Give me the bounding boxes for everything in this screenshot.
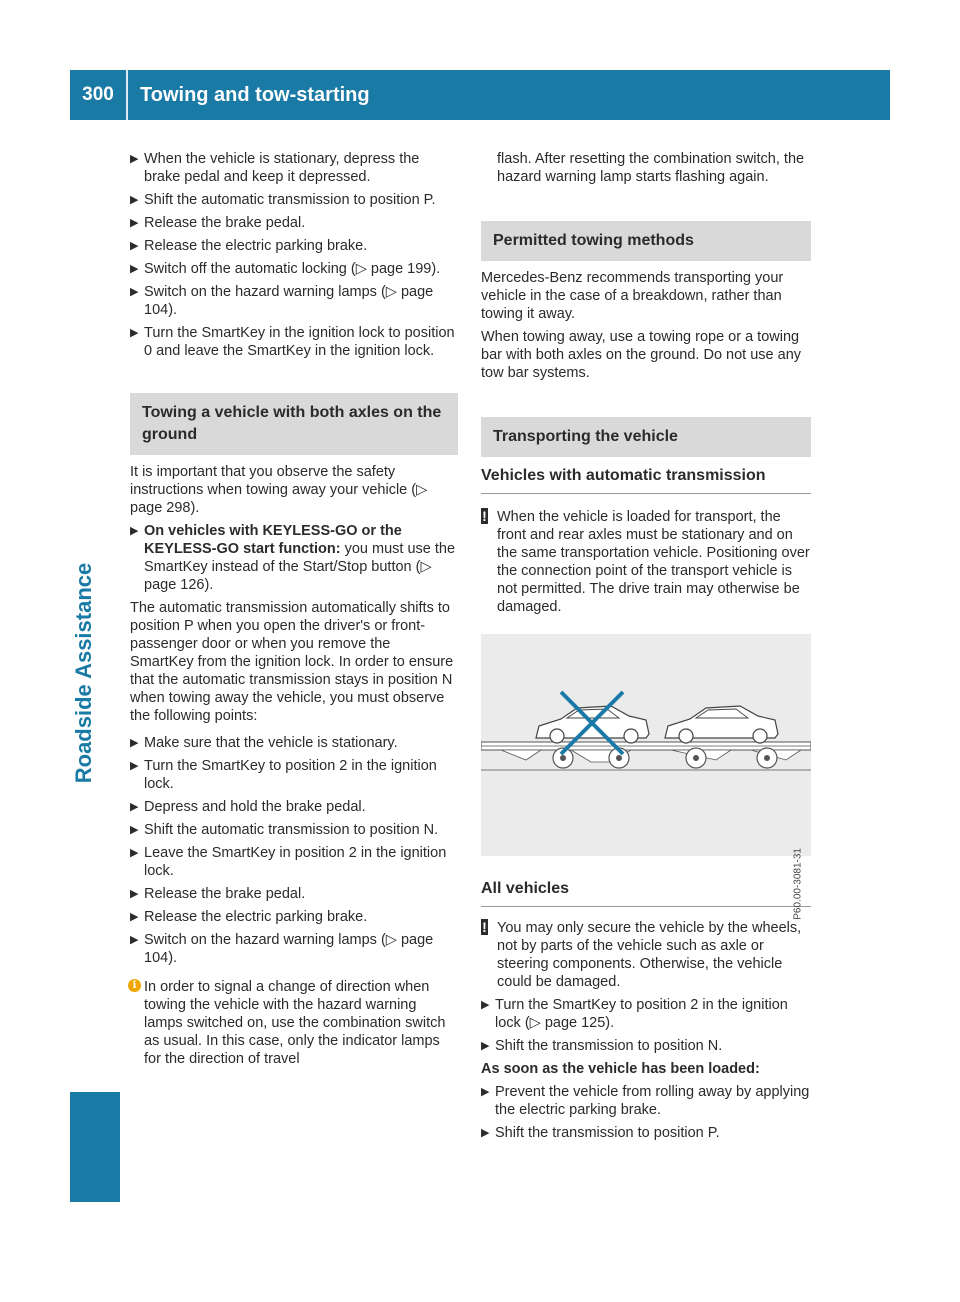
header-divider	[126, 70, 128, 120]
step-text: Release the electric parking brake.	[144, 909, 368, 925]
steps-list-d	[481, 1083, 811, 1142]
towing-intro: It is important that you observe the safety instructions when towing away your vehicle (▷ page 298).	[130, 464, 428, 516]
transport-truck-diagram	[481, 634, 811, 856]
right-column	[481, 150, 811, 1147]
arrow-icon: ▶	[481, 999, 490, 1011]
steps-list-a	[130, 150, 458, 360]
steps-list-c	[481, 996, 811, 1055]
step-text: Prevent the vehicle from rolling away by applying the electric parking brake.	[495, 1084, 810, 1118]
arrow-icon: ▶	[481, 1086, 490, 1098]
step-text: Release the brake pedal.	[144, 215, 306, 231]
step-text: Shift the automatic transmission to position N.	[144, 822, 439, 838]
section-heading-permitted: Permitted towing methods	[481, 221, 811, 261]
step-text: Release the electric parking brake.	[144, 238, 368, 254]
arrow-icon: ▶	[130, 525, 139, 537]
section-heading-towing: Towing a vehicle with both axles on the ground	[130, 393, 458, 455]
steps-list-b	[130, 734, 458, 967]
side-tab-marker	[70, 1092, 120, 1202]
arrow-icon: ▶	[481, 1040, 490, 1052]
illustration-code: P60.00-3081-31	[793, 848, 804, 920]
arrow-icon: ▶	[481, 1127, 490, 1139]
arrow-icon: ▶	[130, 934, 139, 946]
step-text: Shift the automatic transmission to position P.	[144, 192, 436, 208]
step-item	[130, 931, 458, 967]
step-text: Shift the transmission to position P.	[495, 1125, 720, 1141]
arrow-icon: ▶	[130, 824, 139, 836]
permitted-para-2: When towing away, use a towing rope or a towing bar with both axles on the ground. Do not use any tow bar systems.	[481, 329, 802, 381]
subheading-automatic: Vehicles with automatic transmission	[481, 465, 811, 494]
arrow-icon: ▶	[130, 263, 139, 275]
arrow-icon: ▶	[130, 327, 139, 339]
warning-secure-text: You may only secure the vehicle by the wheels, not by parts of the vehicle such as axle or steering components. Otherwise, the vehicle could be damaged.	[497, 920, 802, 990]
page-title: Towing and tow-starting	[140, 84, 370, 106]
arrow-icon: ▶	[130, 911, 139, 923]
step-text: Release the brake pedal.	[144, 886, 306, 902]
warning-secure	[481, 919, 811, 991]
step-item	[130, 150, 458, 186]
step-text: Turn the SmartKey to position 2 in the ignition lock (▷ page 125).	[495, 997, 788, 1031]
step-item	[130, 821, 458, 839]
step-item	[481, 1124, 811, 1142]
left-column	[130, 150, 458, 1068]
step-text: When the vehicle is stationary, depress the brake pedal and keep it depressed.	[144, 151, 420, 185]
step-text: Turn the SmartKey in the ignition lock to position 0 and leave the SmartKey in the ignition lock.	[144, 325, 455, 359]
step-text: Depress and hold the brake pedal.	[144, 799, 366, 815]
loaded-label: As soon as the vehicle has been loaded:	[481, 1061, 760, 1077]
keyless-text: you must use the SmartKey instead of the Start/Stop button (▷ page 126).	[144, 541, 456, 593]
page-number: 300	[82, 84, 114, 105]
permitted-para-1: Mercedes-Benz recommends transporting your vehicle in the case of a breakdown, rather than towing it away.	[481, 270, 784, 322]
step-item	[130, 237, 458, 255]
section-heading-transport: Transporting the vehicle	[481, 417, 811, 457]
warning-icon: !	[482, 508, 487, 524]
step-item	[481, 1037, 811, 1055]
step-item	[130, 885, 458, 903]
step-item	[130, 757, 458, 793]
step-item	[130, 260, 458, 278]
side-tab-label: Roadside Assistance	[71, 562, 96, 784]
warning-transport	[481, 508, 811, 616]
arrow-icon: ▶	[130, 194, 139, 206]
step-item	[130, 324, 458, 360]
step-item	[130, 191, 458, 209]
continued-text: flash. After resetting the combination switch, the hazard warning lamp starts flashing again.	[497, 151, 805, 185]
step-text: Switch off the automatic locking (▷ page 199).	[144, 261, 441, 277]
keyless-label: On vehicles with KEYLESS-GO or the KEYLESS-GO start function:	[144, 523, 402, 557]
warning-transport-text: When the vehicle is loaded for transport, the front and rear axles must be stationary and on the same transportation vehicle. Positioning over the connection point of the transport vehicle is not permitted. The drive train may otherwise be damaged.	[497, 509, 810, 615]
arrow-icon: ▶	[130, 760, 139, 772]
step-item	[130, 908, 458, 926]
arrow-icon: ▶	[130, 240, 139, 252]
step-item	[130, 214, 458, 232]
arrow-icon: ▶	[130, 737, 139, 749]
arrow-icon: ▶	[130, 153, 139, 165]
step-item	[481, 996, 811, 1032]
arrow-icon: ▶	[130, 888, 139, 900]
step-item	[130, 798, 458, 816]
step-text: Turn the SmartKey to position 2 in the ignition lock.	[144, 758, 437, 792]
info-icon: i	[128, 979, 141, 992]
step-text: Shift the transmission to position N.	[495, 1038, 723, 1054]
step-item	[130, 844, 458, 880]
step-text: Leave the SmartKey in position 2 in the ignition lock.	[144, 845, 447, 879]
info-text: In order to signal a change of direction when towing the vehicle with the hazard warning lamps switched on, use the combination switch as usual. In this case, only the indicator lamps for the direction of travel	[144, 979, 446, 1067]
warning-icon: !	[482, 919, 487, 935]
step-item	[481, 1083, 811, 1119]
step-keyless	[130, 522, 458, 594]
step-text: Switch on the hazard warning lamps (▷ page 104).	[144, 932, 434, 966]
step-item	[130, 734, 458, 752]
step-text: Make sure that the vehicle is stationary.	[144, 735, 398, 751]
arrow-icon: ▶	[130, 801, 139, 813]
step-item	[130, 283, 458, 319]
arrow-icon: ▶	[130, 847, 139, 859]
arrow-icon: ▶	[130, 286, 139, 298]
info-note	[130, 978, 458, 1068]
subheading-all-vehicles: All vehicles	[481, 878, 811, 907]
arrow-icon: ▶	[130, 217, 139, 229]
auto-transmission-para: The automatic transmission automatically shifts to position P when you open the driver's or front-passenger door or when you remove the SmartKey from the ignition lock. In order to ensure that the automatic transmission stays in position N when towing away the vehicle, you must observe the following points:	[130, 600, 454, 724]
step-text: Switch on the hazard warning lamps (▷ page 104).	[144, 284, 434, 318]
